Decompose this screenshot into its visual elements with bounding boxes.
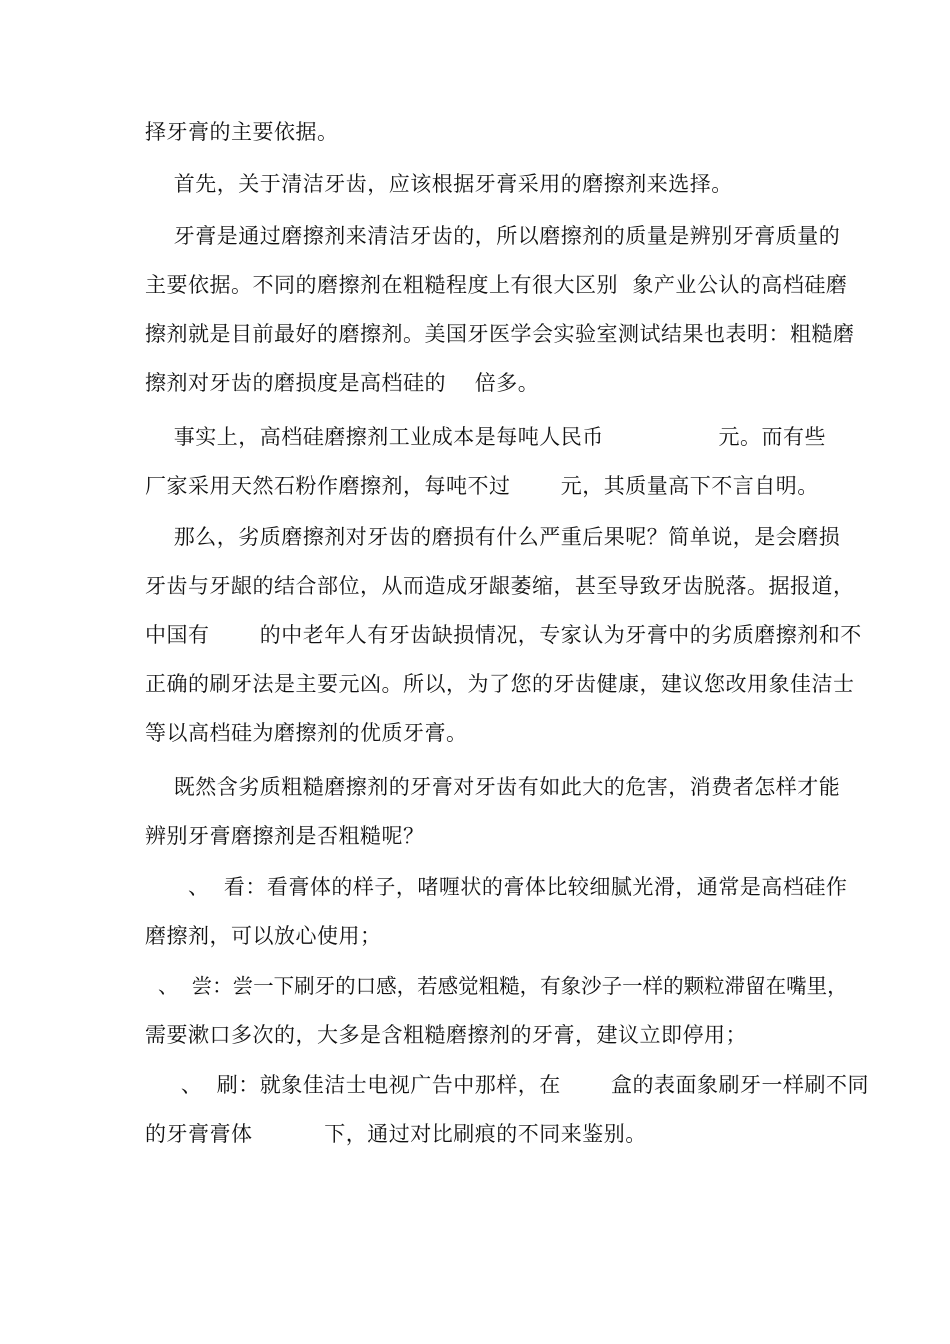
text-line: 、 尝：尝一下刷牙的口感，若感觉粗糙，有象沙子一样的颗粒滞留在嘴里， [145, 974, 848, 998]
text-line: 擦剂就是目前最好的磨擦剂。美国牙医学会实验室测试结果也表明：粗糙磨 [145, 322, 855, 346]
text-line: 牙齿与牙龈的结合部位，从而造成牙龈萎缩，甚至导致牙齿脱落。据报道， [145, 574, 855, 598]
text-line: 牙膏是通过磨擦剂来清洁牙齿的，所以磨擦剂的质量是辨别牙膏质量的 [145, 224, 841, 248]
text-line: 磨擦剂，可以放心使用； [145, 924, 382, 948]
text-line: 擦剂对牙齿的磨损度是高档硅的 倍多。 [145, 371, 540, 395]
text-line: 正确的刷牙法是主要元凶。所以，为了您的牙齿健康，建议您改用象佳洁士 [145, 672, 855, 696]
text-line: 首先，关于清洁牙齿，应该根据牙膏采用的磨擦剂来选择。 [145, 172, 733, 196]
text-line: 既然含劣质粗糙磨擦剂的牙膏对牙齿有如此大的危害，消费者怎样才能 [145, 775, 841, 799]
text-line: 中国有 的中老年人有牙齿缺损情况，专家认为牙膏中的劣质磨擦剂和不 [145, 623, 862, 647]
text-line: 辨别牙膏磨擦剂是否粗糙呢？ [145, 824, 425, 848]
text-line: 、 刷：就象佳洁士电视广告中那样，在 盒的表面象刷牙一样刷不同 [145, 1073, 869, 1097]
text-line: 择牙膏的主要依据。 [145, 120, 339, 144]
text-line: 的牙膏膏体 下，通过对比刷痕的不同来鉴别。 [145, 1122, 647, 1146]
text-line: 厂家采用天然石粉作磨擦剂，每吨不过 元，其质量高下不言自明。 [145, 474, 819, 498]
text-line: 等以高档硅为磨擦剂的优质牙膏。 [145, 721, 468, 745]
text-line: 主要依据。不同的磨擦剂在粗糙程度上有很大区别 象产业公认的高档硅磨 [145, 273, 848, 297]
text-line: 、 看：看膏体的样子，啫喱状的膏体比较细腻光滑，通常是高档硅作 [145, 875, 848, 899]
text-line: 需要漱口多次的，大多是含粗糙磨擦剂的牙膏，建议立即停用； [145, 1023, 747, 1047]
text-line: 那么，劣质磨擦剂对牙齿的磨损有什么严重后果呢？简单说，是会磨损 [145, 525, 841, 549]
text-line: 事实上，高档硅磨擦剂工业成本是每吨人民币 元。而有些 [145, 425, 827, 449]
